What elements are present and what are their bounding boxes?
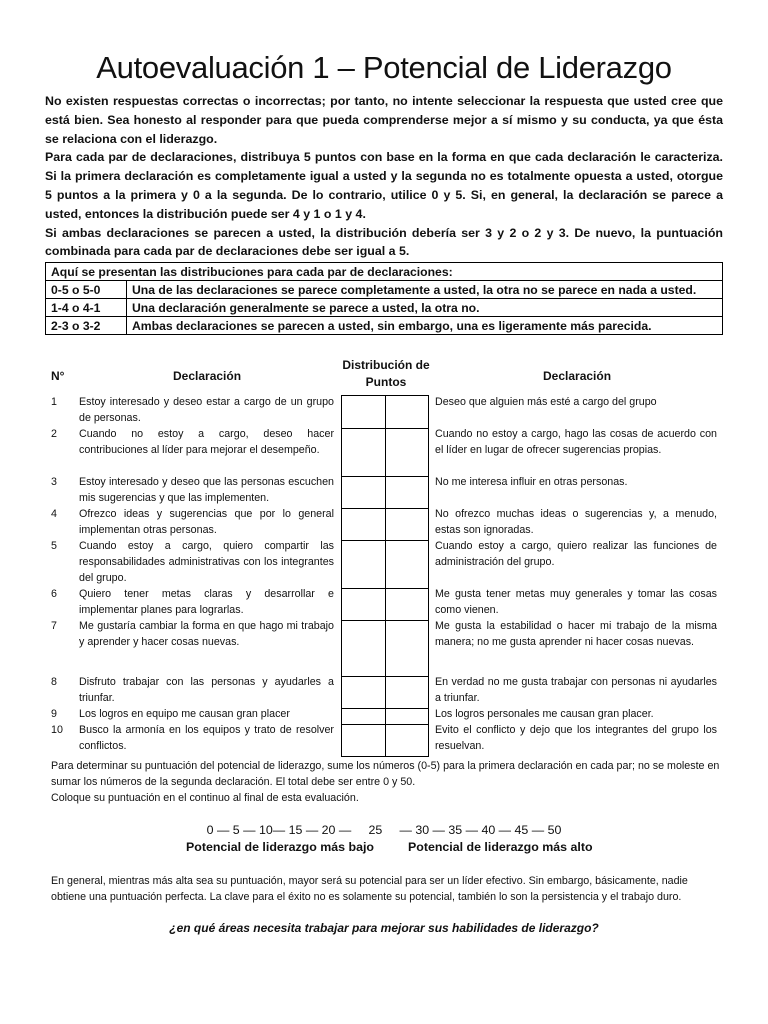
distribution-code: 0-5 o 5-0 [46,281,127,299]
statement-right: Me gusta la estabilidad o hacer mi trabajo de la misma manera; no me gusta aprender ni hacer cosas nuevas. [435,620,717,648]
distribution-table [45,262,723,335]
closing-question: ¿en qué áreas necesita trabajar para mejorar sus habilidades de liderazgo? [169,921,599,935]
statement-left: Cuando estoy a cargo, quiero compartir las responsabilidades administrativas con los integrantes del grupo. [79,540,334,584]
distribution-code: 1-4 o 4-1 [46,299,127,317]
statement-number: 5 [51,540,57,553]
points-cell-second[interactable] [385,589,429,620]
distribution-desc: Una de las declaraciones se parece completamente a usted, la otra no se parece en nada a usted. [127,281,723,299]
statement-left: Me gustaría cambiar la forma en que hago mi trabajo y aprender y hacer cosas nuevas. [79,620,334,648]
statement-left: Cuando no estoy a cargo, deseo hacer contribuciones al líder para mejorar el desempeño. [79,428,334,456]
statement-number: 6 [51,588,57,601]
points-row [342,476,428,508]
points-cell-first[interactable] [342,709,385,724]
statement-right: No me interesa influir en otras personas. [435,476,628,489]
statement-right: Cuando estoy a cargo, quiero realizar las funciones de administración del grupo. [435,540,717,568]
intro-paragraph: Para cada par de declaraciones, distribuya 5 puntos con base en la forma en que cada declaración le caracteriza. Si la primera declaración es completamente igual a usted y la segunda no es totalmente opuesta a usted, otorgue 5 puntos a la primera y 0 a la segunda. De lo contrario, utilice 0 y 5. Si, en general, la declaración se parece a usted, entonces la distribución puede ser 4 y 1 o 1 y 4. [45,150,723,221]
statement-right: No ofrezco muchas ideas o sugerencias y, a menudo, estas son ignoradas. [435,508,717,536]
statement-left: Estoy interesado y deseo estar a cargo de un grupo de personas. [79,396,334,424]
statement-left: Disfruto trabajar con las personas y ayudarles a triunfar. [79,676,334,704]
points-row [342,676,428,708]
points-cell-second[interactable] [385,677,429,708]
statement-number: 7 [51,620,57,633]
intro-paragraph: No existen respuestas correctas o incorrectas; por tanto, no intente seleccionar la respuesta que usted cree que está bien. Sea honesto al responder para que pueda comprenderse mejor a sí mismo y su conducta, ya que ésta se relaciona con el liderazgo. [45,94,723,146]
scoring-text: Coloque su puntuación en el continuo al final de esta evaluación. [51,792,359,804]
high-potential-label: Potencial de liderazgo más alto [408,840,593,854]
distribution-header: Distribución de Puntos [342,358,430,390]
points-cell-second[interactable] [385,396,429,428]
points-cell-first[interactable] [342,621,385,676]
statements-section [45,357,723,755]
statement-right: Me gusta tener metas muy generales y tomar las cosas como vienen. [435,588,717,616]
points-cell-second[interactable] [385,621,429,676]
statement-left: Estoy interesado y deseo que las personas escuchen mis sugerencias y que las implementen. [79,476,334,504]
table-row [46,281,723,299]
distribution-desc: Una declaración generalmente se parece a usted, la otra no. [127,299,723,317]
scale-numbers [45,823,723,837]
statement-number: 1 [51,396,57,409]
points-cell-second[interactable] [385,709,429,724]
statement-number: 9 [51,708,57,721]
table-row [46,317,723,335]
points-cell-first[interactable] [342,677,385,708]
left-declaration-header: Declaración [173,369,242,384]
statement-right: Cuando no estoy a cargo, hago las cosas de acuerdo con el líder en lugar de ofrecer sugerencias propias. [435,428,717,456]
points-cell-first[interactable] [342,477,385,508]
points-cell-first[interactable] [342,725,385,756]
points-row [342,724,428,756]
page-title: Autoevaluación 1 – Potencial de Liderazgo [96,50,672,85]
scale-right: — 30 — 35 — 40 — 45 — 50 [399,823,562,837]
points-row [342,588,428,620]
points-grid [341,395,429,757]
points-cell-first[interactable] [342,541,385,588]
statement-right: Los logros personales me causan gran placer. [435,708,654,721]
statement-number: 8 [51,676,57,689]
points-cell-first[interactable] [342,509,385,540]
statement-number: 2 [51,428,57,441]
points-cell-second[interactable] [385,541,429,588]
intro-text [45,92,723,261]
right-declaration-header: Declaración [543,369,612,384]
distribution-desc: Ambas declaraciones se parecen a usted, sin embargo, una es ligeramente más parecida. [127,317,723,335]
points-cell-first[interactable] [342,429,385,476]
points-row [342,396,428,428]
scoring-instructions [51,758,723,806]
statements-header [45,357,723,395]
scale-left: 0 — 5 — 10— 15 — 20 — [206,823,352,837]
statement-number: 4 [51,508,57,521]
points-row [342,708,428,724]
points-cell-first[interactable] [342,589,385,620]
points-cell-second[interactable] [385,725,429,756]
points-row [342,620,428,676]
statement-right: En verdad no me gusta trabajar con personas ni ayudarles a triunfar. [435,676,717,704]
points-cell-second[interactable] [385,429,429,476]
table-row [46,263,723,281]
closing-text: En general, mientras más alta sea su puntuación, mayor será su potencial para ser un líder efectivo. Sin embargo, básicamente, nadie obtiene una puntuación perfecta. La clave para el éxito no es solamente su potencial, también lo son la persistencia y el trabajo duro. [51,875,688,903]
distribution-table-header: Aquí se presentan las distribuciones para cada par de declaraciones: [46,263,723,281]
statement-left: Los logros en equipo me causan gran placer [79,708,290,721]
points-cell-second[interactable] [385,509,429,540]
points-row [342,428,428,476]
scoring-text: Para determinar su puntuación del potencial de liderazgo, sume los números (0-5) para la primera declaración en cada par; no se moleste en sumar los números de la segunda declaración. El total debe ser entre 0 y 50. [51,760,720,788]
page [45,48,723,755]
statement-left: Ofrezco ideas y sugerencias que por lo general implementan otras personas. [79,508,334,536]
scale-mid: 25 [368,823,383,837]
points-cell-second[interactable] [385,477,429,508]
statement-left: Quiero tener metas claras y desarrollar e implementar planes para lograrlas. [79,588,334,616]
distribution-code: 2-3 o 3-2 [46,317,127,335]
low-potential-label: Potencial de liderazgo más bajo [186,840,374,854]
points-row [342,508,428,540]
number-column-header: N° [51,369,65,384]
statement-number: 10 [51,724,63,737]
statement-right: Deseo que alguien más esté a cargo del grupo [435,396,657,409]
table-row [46,299,723,317]
statement-right: Evito el conflicto y dejo que los integrantes del grupo los resuelvan. [435,724,717,752]
points-cell-first[interactable] [342,396,385,428]
statement-number: 3 [51,476,57,489]
intro-paragraph: Si ambas declaraciones se parecen a usted, la distribución debería ser 3 y 2 o 2 y 3. De nuevo, la puntuación combinada para cada par de declaraciones debe ser igual a 5. [45,225,723,259]
statement-left: Busco la armonía en los equipos y trato de resolver conflictos. [79,724,334,752]
points-row [342,540,428,588]
